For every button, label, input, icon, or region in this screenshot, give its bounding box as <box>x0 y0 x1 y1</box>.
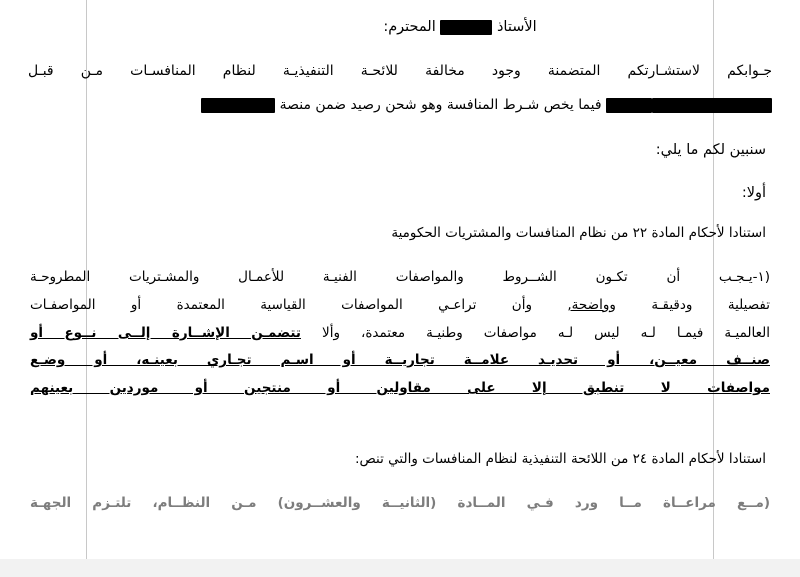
redaction-block <box>201 98 275 113</box>
article-24-quote: (مــع مراعــاة مــا ورد فـي المــادة (الثانيــة والعشــرون) مـن النظــام، تلتـزم الجهـة <box>30 495 770 512</box>
quote-line-3 <box>30 320 770 348</box>
page-footer-band <box>0 559 800 577</box>
intro-line-2-text: فيما يخص شـرط المنافسة وهو شحن رصيد ضمن منصة <box>279 97 602 114</box>
quote-line-2 <box>30 292 770 320</box>
quote-line-2-c: وأن تراعـي المواصفات القياسية المعتمدة أو المواصفـات <box>30 297 568 314</box>
quote-line-2-a: تفصيلية ودقيقـة و <box>609 297 770 314</box>
quote-line-4: صنــف معيــن، أو تحديـد علامــة تجاريــة أو اسـم تجـاري بعينـه، أو وضـع <box>30 352 770 369</box>
redaction-block <box>652 98 772 113</box>
article-22-reference: استنادا لأحكام المادة ٢٢ من نظام المنافسات والمشتريات الحكومية <box>391 224 766 241</box>
intro-line-1: جـوابكم لاستشـارتكم المتضمنة وجود مخالفة للائحـة التنفيذيـة لنظام المنافسـات مـن قبـل <box>28 63 772 80</box>
quote-line-3-a: العالميـة فيمـا لـه ليس لـه مواصفات وطنيـة معتمدة، وألا <box>300 324 770 341</box>
lead-in-text: سنبين لكم ما يلي: <box>655 142 766 159</box>
salutation-suffix: المحترم: <box>383 19 436 35</box>
quote-line-5: مواصفات لا تنطبق إلا على مقاولين أو منتجين أو موردين بعينهم <box>30 380 770 397</box>
article-24-reference: استنادا لأحكام المادة ٢٤ من اللائحة التنفيذية لنظام المنافسات والتي تنص: <box>354 450 766 467</box>
salutation-line <box>20 16 780 39</box>
quote-line-1: (١-يـجـب أن تكـون الشــروط والمواصفات الفنيـة للأعمـال والمشـتريات المطروحـة <box>30 269 770 286</box>
redaction-block <box>606 98 652 113</box>
section-label: أولا: <box>741 184 766 201</box>
redaction-block <box>440 20 492 35</box>
quote-line-3-emphasis: تتضمـن الإشــارة إلــى نــوع أو <box>30 324 301 341</box>
article-22-quote <box>20 264 780 402</box>
salutation-prefix: الأستاذ <box>496 19 537 35</box>
quote-line-2-underlined: واضحة, <box>567 297 610 314</box>
intro-line-2 <box>20 91 780 119</box>
